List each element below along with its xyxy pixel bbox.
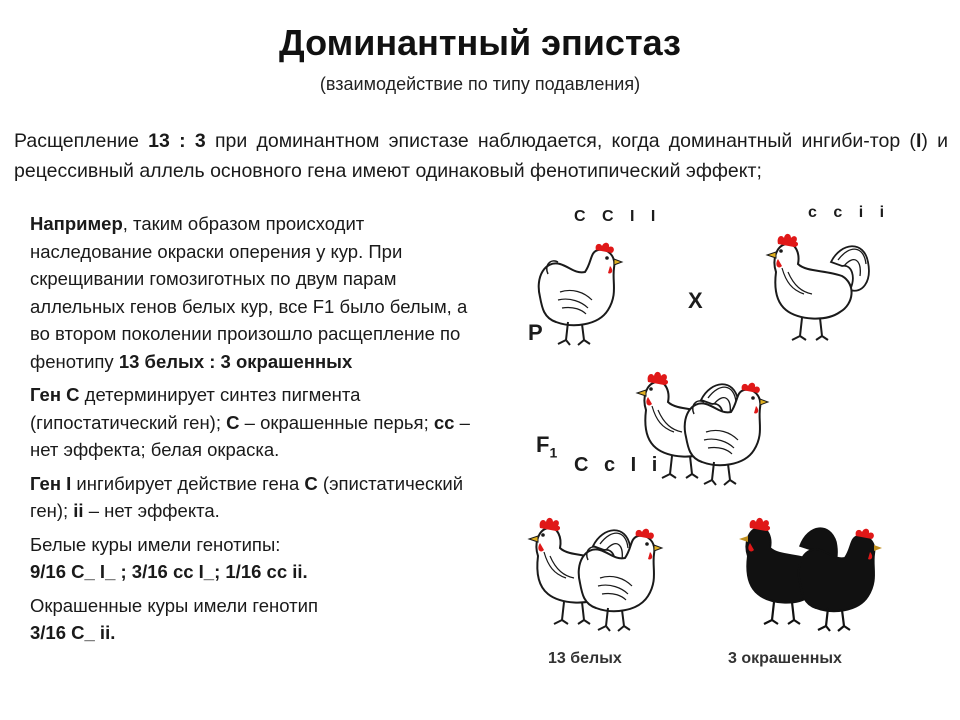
intro-text-2: при доминантном эпистазе наблюдается, когда доминантный ингиби-тор ( xyxy=(205,130,916,152)
example-lead: Например xyxy=(30,213,123,234)
colored-genotype-text: Окрашенные куры имели генотип xyxy=(30,594,318,616)
example-ratio: 13 белых : 3 окрашенных xyxy=(118,350,353,372)
gene-i-text-3: – нет эффекта. xyxy=(83,500,220,521)
cross-symbol: X xyxy=(688,288,703,313)
colored-genotype-paragraph xyxy=(30,592,470,647)
gene-i-target: С xyxy=(304,472,318,494)
white-genotypes-text: Белые куры имели генотипы: xyxy=(30,533,281,555)
gene-c-lead: Ген С xyxy=(30,384,80,405)
page-subtitle: (взаимодействие по типу подавления) xyxy=(319,74,641,94)
explanation-column xyxy=(30,210,470,653)
white-genotypes-values: 9/16 С_ I_ ; 3/16 сс I_; 1/16 сс ii. xyxy=(30,561,308,582)
parent-white-rooster xyxy=(746,232,876,352)
white-caption: 13 белых xyxy=(548,650,622,667)
f2-white-hen xyxy=(570,528,680,640)
gene-c-text-3: – нет эффекта; белая окраска. xyxy=(30,411,470,460)
f1-genotype: C c I i xyxy=(574,454,663,476)
gene-i-text-2: (эпистатический ген); xyxy=(30,472,464,521)
f1-subscript: 1 xyxy=(549,444,558,461)
gene-c-allele: С xyxy=(226,411,240,433)
intro-paragraph xyxy=(14,126,948,186)
colored-genotype-value: 3/16 С_ ii. xyxy=(30,622,116,643)
cross-figure xyxy=(508,196,908,698)
gene-c-text-2: – окрашенные перья; xyxy=(239,411,434,433)
gene-c-paragraph xyxy=(30,381,470,464)
example-paragraph xyxy=(30,210,470,375)
page-title: Доминантный эпистаз xyxy=(279,22,681,63)
gene-c-text-1: детерминирует синтез пигмента (гипостатический ген); xyxy=(30,384,361,433)
parent-white-hen xyxy=(530,242,640,354)
colored-caption: 3 окрашенных xyxy=(728,650,842,667)
f1-label xyxy=(536,432,557,460)
gene-i-text-1: ингибирует действие гена xyxy=(71,472,305,494)
gene-cc-allele: сс xyxy=(433,411,455,433)
intro-text-3: ) и рецессивный аллель основного гена имеют одинаковый фенотипический эффект; xyxy=(14,130,948,182)
intro-inhibitor: I xyxy=(915,130,922,152)
f1-letter: F xyxy=(536,432,550,457)
f2-colored-hen xyxy=(790,528,900,640)
white-genotypes-paragraph xyxy=(30,531,470,586)
parent2-genotype: c c i i xyxy=(808,204,891,221)
parent1-genotype: C C I I xyxy=(574,208,662,225)
gene-i-lead: Ген I xyxy=(30,472,72,494)
intro-text-1: Расщепление xyxy=(14,130,149,152)
f1-hen xyxy=(676,382,786,494)
example-text: , таким образом происходит наследование окраски оперения у кур. При скрещивании гомозиготных по двум парам аллельных генов белых кур, все F1 было белым, а во втором поколении произошло расщепление по фенотипу xyxy=(30,213,468,372)
gene-i-paragraph xyxy=(30,470,470,525)
intro-ratio: 13 : 3 xyxy=(148,130,206,152)
p-label: P xyxy=(528,320,543,345)
gene-ii-allele: ii xyxy=(73,500,84,521)
